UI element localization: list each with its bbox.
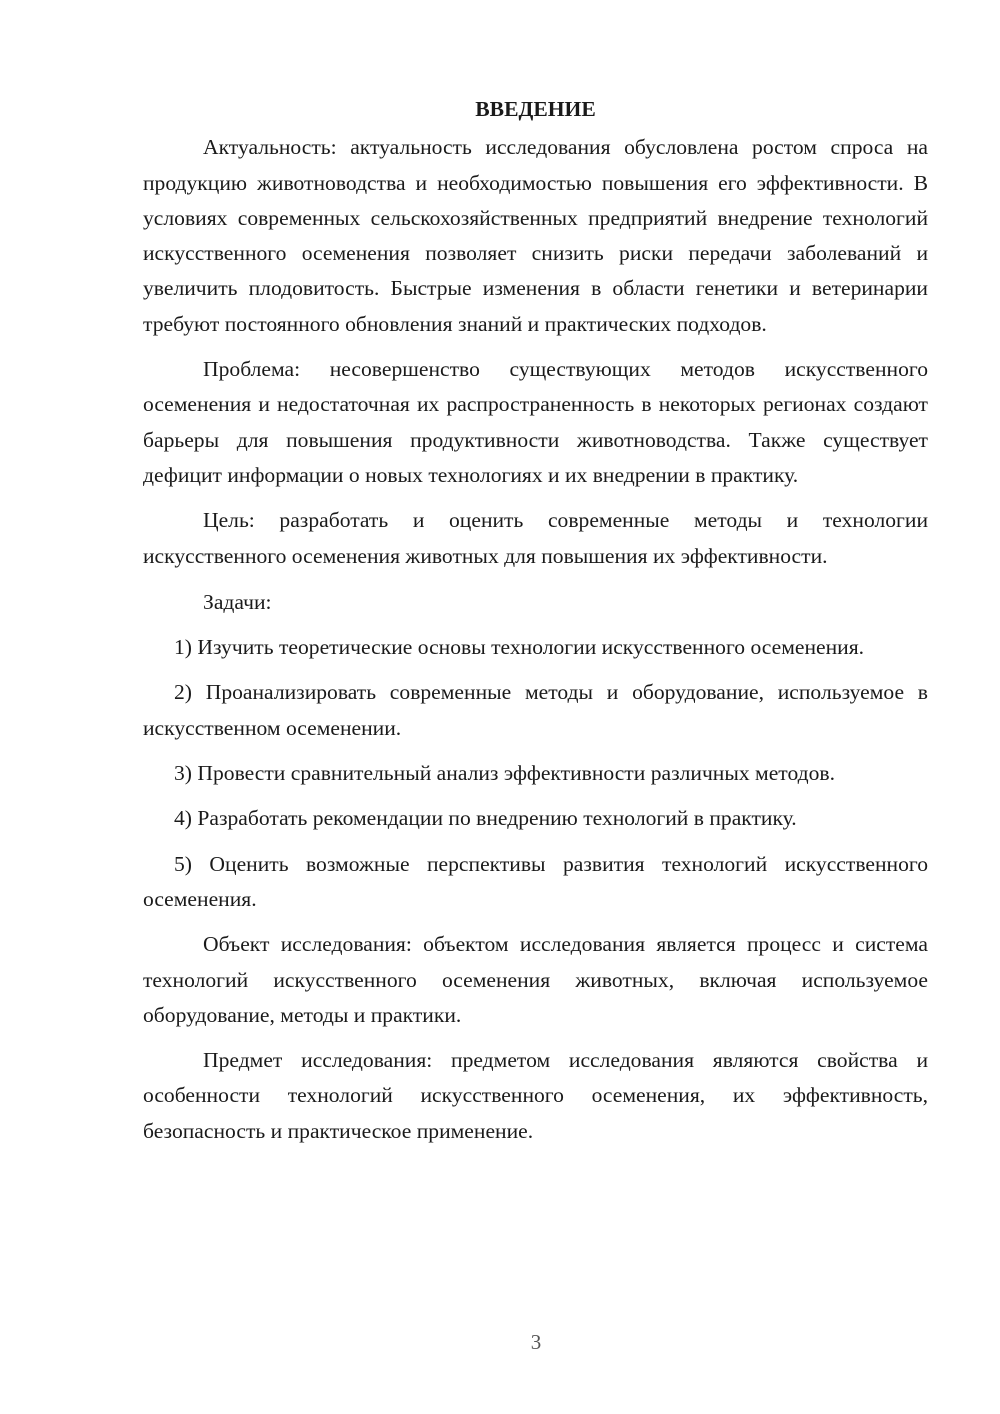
tasks-label: Задачи:: [203, 589, 272, 614]
task-item: 3) Провести сравнительный анализ эффективности различных методов.: [174, 761, 836, 786]
task-item: 5) Оценить возможные перспективы развития технологий искусственного осеменения.: [143, 851, 928, 911]
page-number: 3: [530, 1330, 542, 1354]
subject-paragraph: Предмет исследования: предметом исследования являются свойства и особенности технологий искусственного осеменения, их эффективность, безопасность и практическое применение.: [143, 1048, 928, 1143]
document-page: [143, 92, 928, 1149]
problem-paragraph: Проблема: несовершенство существующих методов искусственного осеменения и недостаточная их распространенность в некоторых регионах создают барьеры для повышения продуктивности животноводства. Также существует дефицит информации о новых технологиях и их внедрении в практику.: [143, 357, 928, 487]
task-item: 4) Разработать рекомендации по внедрению технологий в практику.: [174, 806, 797, 831]
task-item: 1) Изучить теоретические основы технологии искусственного осеменения.: [174, 635, 865, 660]
goal-paragraph: Цель: разработать и оценить современные методы и технологии искусственного осеменения животных для повышения их эффективности.: [143, 508, 928, 568]
task-item: 2) Проанализировать современные методы и оборудование, используемое в искусственном осеменении.: [143, 680, 928, 740]
tasks-list: [143, 630, 928, 917]
relevance-paragraph: Актуальность: актуальность исследования обусловлена ростом спроса на продукцию животноводства и необходимостью повышения его эффективности. В условиях современных сельскохозяйственных предприятий внедрение технологий искусственного осеменения позволяет снизить риски передачи заболеваний и увеличить плодовитость. Быстрые изменения в области генетики и ветеринарии требуют постоянного обновления знаний и практических подходов.: [143, 135, 928, 336]
page-title: ВВЕДЕНИЕ: [475, 97, 596, 121]
object-paragraph: Объект исследования: объектом исследования является процесс и система технологий искусственного осеменения животных, включая используемое оборудование, методы и практики.: [143, 932, 928, 1027]
